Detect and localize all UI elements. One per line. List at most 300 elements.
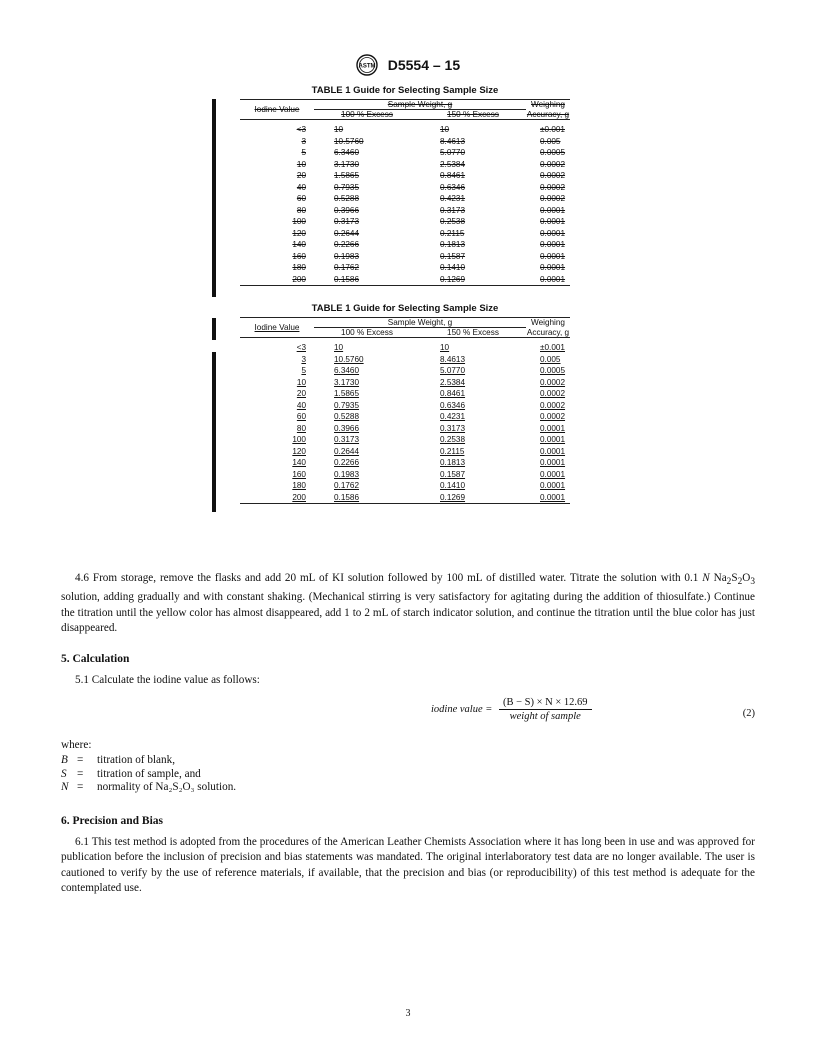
table-cell (420, 193, 526, 205)
table-cell (314, 239, 420, 251)
table-cell (314, 159, 420, 171)
paragraph-5-1: 5.1 Calculate the iodine value as follows: (75, 674, 260, 687)
cell-weighing-accuracy: 0.0002 (540, 171, 566, 181)
table-cell (314, 251, 420, 263)
table-cell (526, 400, 570, 412)
table-cell (314, 423, 420, 435)
table-old-body (240, 124, 570, 285)
table-row (240, 388, 570, 400)
cell-weighing-accuracy: 0.005 (540, 136, 561, 146)
table-cell (420, 411, 526, 423)
table-cell (420, 469, 526, 481)
cell-iodine-value: 40 (296, 400, 306, 410)
cell-weighing-accuracy: 0.0002 (540, 159, 566, 169)
table-cell (420, 342, 526, 354)
table-cell (314, 182, 420, 194)
definition-equals: = (77, 754, 84, 766)
cell-150-excess: 0.1813 (440, 240, 466, 250)
table-cell (314, 147, 420, 159)
table-cell (526, 239, 570, 251)
table-cell (420, 136, 526, 148)
cell-iodine-value: 160 (292, 469, 306, 479)
cell-100-excess: 0.2644 (334, 228, 360, 238)
table-cell (526, 446, 570, 458)
col-header-sample-weight: Sample Weight, g (314, 100, 526, 110)
cell-150-excess: 0.2538 (440, 217, 466, 227)
table-row (240, 354, 570, 366)
cell-weighing-accuracy: 0.0002 (540, 182, 566, 192)
table-row (240, 400, 570, 412)
svg-text:ASTM: ASTM (358, 63, 376, 70)
cell-100-excess: 10.5760 (334, 354, 364, 364)
table-cell (526, 228, 570, 240)
table-row (240, 159, 570, 171)
normality-symbol: N (702, 572, 710, 584)
table-cell (314, 124, 420, 136)
cell-iodine-value: 10 (296, 159, 306, 169)
table-cell (314, 354, 420, 366)
astm-logo-icon (356, 54, 378, 76)
cell-100-excess: 0.3173 (334, 435, 360, 445)
cell-weighing-accuracy: 0.0001 (540, 446, 566, 456)
cell-weighing-accuracy: 0.0001 (540, 481, 566, 491)
cell-150-excess: 10 (440, 125, 450, 135)
table-row (240, 365, 570, 377)
table-row (240, 251, 570, 263)
cell-100-excess: 0.2266 (334, 240, 360, 250)
col-header-accuracy: Accuracy, g (526, 327, 570, 337)
equation-2 (61, 697, 755, 733)
table-row (240, 423, 570, 435)
cell-100-excess: 0.5288 (334, 412, 360, 422)
table-cell (526, 251, 570, 263)
document-code: D5554 – 15 (387, 57, 461, 73)
table-cell (420, 147, 526, 159)
table-cell (314, 400, 420, 412)
cell-100-excess: 1.5865 (334, 389, 360, 399)
definitions-list (61, 754, 236, 795)
cell-weighing-accuracy: 0.0001 (540, 458, 566, 468)
cell-iodine-value: <3 (296, 125, 306, 135)
table-cell (240, 136, 314, 148)
table-new-body (240, 342, 570, 503)
table-cell (240, 124, 314, 136)
cell-150-excess: 0.8461 (440, 389, 466, 399)
cell-150-excess: 0.4231 (440, 412, 466, 422)
table-cell (420, 423, 526, 435)
cell-iodine-value: 100 (292, 435, 306, 445)
table-cell (314, 457, 420, 469)
paragraph-text: 4.6 From storage, remove the flasks and add 20 mL of KI solution followed by 100 mL of distilled water. Titrate the solution with 0.1 (75, 572, 703, 584)
cell-iodine-value: 3 (301, 136, 306, 146)
cell-iodine-value: 20 (296, 389, 306, 399)
cell-iodine-value: 80 (296, 205, 306, 215)
table-cell (420, 274, 526, 286)
cell-100-excess: 10.5760 (334, 136, 364, 146)
table-cell (314, 136, 420, 148)
cell-weighing-accuracy: 0.0005 (540, 366, 566, 376)
cell-100-excess: 10 (334, 125, 344, 135)
table-cell (240, 423, 314, 435)
cell-iodine-value: 200 (292, 492, 306, 502)
table-title: TABLE 1 Guide for Selecting Sample Size (311, 303, 499, 314)
definition-text: normality of Na₂S₂O₃ solution. (97, 781, 237, 793)
table-row (240, 170, 570, 182)
section-heading: 6. Precision and Bias (61, 815, 164, 827)
table-row (240, 457, 570, 469)
cell-weighing-accuracy: 0.0002 (540, 389, 566, 399)
table-cell (240, 274, 314, 286)
col-header-iodine: Iodine Value (240, 318, 314, 338)
table-row (240, 377, 570, 389)
table-cell (240, 251, 314, 263)
cell-100-excess: 1.5865 (334, 171, 360, 181)
table-cell (240, 193, 314, 205)
cell-weighing-accuracy: 0.005 (540, 354, 561, 364)
cell-iodine-value: <3 (296, 343, 306, 353)
subscript: 2 (737, 577, 743, 588)
cell-iodine-value: 180 (292, 481, 306, 491)
cell-150-excess: 0.8461 (440, 171, 466, 181)
cell-100-excess: 0.5288 (334, 194, 360, 204)
table-row (240, 124, 570, 136)
table-cell (420, 182, 526, 194)
table-cell (526, 170, 570, 182)
table-cell (526, 377, 570, 389)
cell-100-excess: 0.3966 (334, 423, 360, 433)
table-cell (526, 365, 570, 377)
table-cell (240, 480, 314, 492)
formula-part: Na (709, 572, 727, 584)
cell-150-excess: 0.6346 (440, 182, 466, 192)
cell-weighing-accuracy: 0.0001 (540, 251, 566, 261)
table-cell (526, 193, 570, 205)
cell-150-excess: 5.0770 (440, 148, 466, 158)
table-cell (240, 354, 314, 366)
definition-symbol: B (61, 754, 68, 766)
table-cell (526, 388, 570, 400)
change-bar (212, 318, 216, 340)
table-row (240, 274, 570, 286)
col-header-150: 150 % Excess (447, 110, 499, 119)
cell-iodine-value: 140 (292, 458, 306, 468)
cell-100-excess: 3.1730 (334, 377, 360, 387)
table-cell (420, 365, 526, 377)
cell-iodine-value: 140 (292, 240, 306, 250)
table-row (240, 216, 570, 228)
table-cell (314, 205, 420, 217)
table-row (240, 147, 570, 159)
cell-weighing-accuracy: 0.0002 (540, 412, 566, 422)
cell-weighing-accuracy: 0.0002 (540, 400, 566, 410)
table-cell (420, 446, 526, 458)
cell-iodine-value: 5 (301, 366, 306, 376)
cell-150-excess: 2.5384 (440, 159, 466, 169)
table-cell (420, 205, 526, 217)
cell-150-excess: 0.2115 (440, 228, 465, 238)
cell-150-excess: 0.2538 (440, 435, 466, 445)
table-cell (526, 423, 570, 435)
col-header-accuracy: Accuracy, g (526, 109, 570, 119)
section-5 (61, 652, 755, 688)
table-cell (314, 411, 420, 423)
change-bar (212, 99, 216, 297)
table-cell (314, 365, 420, 377)
table-row (240, 136, 570, 148)
cell-100-excess: 0.1586 (334, 492, 360, 502)
table-cell (526, 492, 570, 504)
table-cell (526, 434, 570, 446)
cell-150-excess: 0.1410 (440, 263, 466, 273)
formula (431, 697, 592, 722)
table-cell (420, 239, 526, 251)
cell-100-excess: 0.7935 (334, 182, 360, 192)
table-cell (314, 377, 420, 389)
table-cell (314, 170, 420, 182)
cell-150-excess: 0.1587 (440, 469, 466, 479)
cell-weighing-accuracy: 0.0001 (540, 217, 566, 227)
formula-part: O (742, 572, 751, 584)
cell-100-excess: 0.1983 (334, 469, 360, 479)
table-cell (314, 228, 420, 240)
table-cell (314, 262, 420, 274)
col-header-iodine: Iodine Value (240, 100, 314, 120)
table-cell (526, 274, 570, 286)
table-cell (314, 388, 420, 400)
table-cell (526, 354, 570, 366)
table-cell (420, 159, 526, 171)
table-cell (240, 446, 314, 458)
cell-150-excess: 2.5384 (440, 377, 466, 387)
table-cell (240, 457, 314, 469)
col-header-100: 100 % Excess (341, 110, 393, 119)
table-cell (240, 147, 314, 159)
where-text: where: (61, 739, 92, 751)
table-cell (420, 400, 526, 412)
cell-iodine-value: 20 (296, 171, 306, 181)
col-header-150: 150 % Excess (447, 328, 499, 337)
paragraph-text: solution, adding gradually and with constant shaking. (Mechanical stirring is very satisfactory for agitating during the addition of thiosulfate.) Continue the titration until the yellow color has almost disappeared, add 1 to 2 mL of starch indicator solution, and continue the titration until the blue color has just disappeared. (61, 591, 755, 634)
table-cell (240, 239, 314, 251)
definition-text: titration of sample, and (97, 767, 201, 780)
cell-weighing-accuracy: 0.0005 (540, 148, 566, 158)
table-row (240, 434, 570, 446)
subscript: 2 (726, 577, 732, 588)
formula-part: S (731, 572, 738, 584)
definition-row (61, 768, 236, 782)
definition-row (61, 781, 236, 795)
table-cell (240, 262, 314, 274)
table-new-grid (240, 317, 570, 503)
table-row (240, 469, 570, 481)
table-cell (240, 342, 314, 354)
formula-denominator: weight of sample (509, 711, 581, 722)
cell-150-excess: 0.4231 (440, 194, 466, 204)
cell-150-excess: 0.3173 (440, 423, 466, 433)
paragraph-6-1: 6.1 This test method is adopted from the procedures of the American Leather Chemists Association where it has long been in use and was approved for publication before the inclusion of precision and bias statements was mandated. The original interlaboratory test data are no longer available. The user is cautioned to verify by the use of reference materials, if available, that the precision and bias (or reproducibility) of this test method is adequate for the contemplated use. (61, 836, 755, 894)
cell-100-excess: 0.2644 (334, 446, 360, 456)
cell-weighing-accuracy: 0.0001 (540, 492, 566, 502)
table-cell (240, 216, 314, 228)
table-cell (240, 182, 314, 194)
table-cell (240, 388, 314, 400)
formula-numerator: (B − S) × N × 12.69 (499, 697, 592, 710)
section-6 (61, 814, 755, 896)
table-cell (240, 411, 314, 423)
table-cell (420, 434, 526, 446)
table-bottom-rule (240, 285, 570, 286)
table-cell (314, 446, 420, 458)
cell-iodine-value: 180 (292, 263, 306, 273)
definition-equals: = (77, 781, 84, 793)
table-cell (314, 216, 420, 228)
cell-iodine-value: 40 (296, 182, 306, 192)
cell-100-excess: 0.1762 (334, 263, 360, 273)
table-row (240, 411, 570, 423)
table-cell (314, 274, 420, 286)
table-cell (240, 469, 314, 481)
table-row (240, 182, 570, 194)
equation-number: (2) (742, 708, 755, 719)
table-cell (314, 480, 420, 492)
cell-weighing-accuracy: 0.0002 (540, 194, 566, 204)
table-cell (240, 365, 314, 377)
cell-weighing-accuracy: 0.0001 (540, 423, 566, 433)
definition-symbol: N (61, 781, 69, 793)
table-cell (314, 342, 420, 354)
cell-150-excess: 0.3173 (440, 205, 466, 215)
table-cell (420, 480, 526, 492)
col-header-sample-weight: Sample Weight, g (314, 318, 526, 328)
cell-150-excess: 0.1269 (440, 492, 466, 502)
cell-100-excess: 6.3460 (334, 366, 360, 376)
cell-iodine-value: 60 (296, 194, 306, 204)
table-cell (526, 480, 570, 492)
cell-iodine-value: 120 (292, 446, 306, 456)
table-row (240, 205, 570, 217)
table-cell (526, 342, 570, 354)
cell-100-excess: 0.1983 (334, 251, 360, 261)
cell-weighing-accuracy: 0.0001 (540, 205, 566, 215)
cell-iodine-value: 5 (301, 148, 306, 158)
subscript: 3 (750, 577, 756, 588)
table-new (240, 303, 570, 504)
formula-lhs: iodine value = (431, 703, 493, 715)
document-header (0, 54, 816, 76)
change-bar (212, 352, 216, 512)
cell-100-excess: 0.1586 (334, 274, 360, 284)
definition-text: titration of blank, (97, 754, 175, 766)
cell-150-excess: 10 (440, 343, 450, 353)
table-cell (420, 388, 526, 400)
table-row (240, 446, 570, 458)
table-cell (420, 377, 526, 389)
table-cell (526, 205, 570, 217)
cell-iodine-value: 80 (296, 423, 306, 433)
table-cell (240, 377, 314, 389)
cell-iodine-value: 60 (296, 412, 306, 422)
cell-100-excess: 0.3173 (334, 217, 360, 227)
cell-150-excess: 0.6346 (440, 400, 466, 410)
cell-100-excess: 3.1730 (334, 159, 360, 169)
table-cell (420, 170, 526, 182)
col-header-weighing: Weighing (526, 100, 570, 110)
cell-iodine-value: 3 (301, 354, 306, 364)
cell-iodine-value: 100 (292, 217, 306, 227)
table-cell (420, 457, 526, 469)
table-old (240, 85, 570, 286)
definition-equals: = (77, 767, 84, 780)
table-row (240, 492, 570, 504)
table-row (240, 480, 570, 492)
cell-iodine-value: 10 (296, 377, 306, 387)
cell-iodine-value: 200 (292, 274, 306, 284)
where-label (61, 738, 755, 753)
cell-100-excess: 6.3460 (334, 148, 360, 158)
cell-weighing-accuracy: 0.0001 (540, 263, 566, 273)
section-heading: 5. Calculation (61, 653, 130, 665)
table-cell (420, 216, 526, 228)
cell-iodine-value: 160 (292, 251, 306, 261)
table-cell (420, 492, 526, 504)
table-cell (526, 136, 570, 148)
table-cell (420, 228, 526, 240)
table-cell (526, 159, 570, 171)
col-header-100: 100 % Excess (341, 328, 393, 337)
paragraph-4-6 (61, 571, 755, 636)
cell-150-excess: 0.2115 (440, 446, 465, 456)
cell-iodine-value: 120 (292, 228, 306, 238)
cell-100-excess: 0.1762 (334, 481, 360, 491)
table-cell (240, 492, 314, 504)
cell-weighing-accuracy: 0.0001 (540, 240, 566, 250)
table-row (240, 262, 570, 274)
table-cell (526, 469, 570, 481)
table-bottom-rule (240, 503, 570, 504)
table-title: TABLE 1 Guide for Selecting Sample Size (311, 85, 499, 96)
table-cell (420, 354, 526, 366)
table-cell (526, 216, 570, 228)
table-cell (240, 159, 314, 171)
table-cell (526, 182, 570, 194)
table-cell (314, 193, 420, 205)
cell-100-excess: 0.7935 (334, 400, 360, 410)
cell-100-excess: 0.3966 (334, 205, 360, 215)
table-row (240, 239, 570, 251)
table-cell (526, 124, 570, 136)
table-cell (240, 228, 314, 240)
cell-weighing-accuracy: 0.0001 (540, 469, 566, 479)
cell-weighing-accuracy: 0.0001 (540, 228, 566, 238)
cell-150-excess: 8.4613 (440, 354, 466, 364)
table-cell (420, 251, 526, 263)
table-cell (526, 147, 570, 159)
table-old-grid (240, 99, 570, 285)
cell-100-excess: 10 (334, 343, 344, 353)
cell-weighing-accuracy: 0.0001 (540, 435, 566, 445)
table-row (240, 342, 570, 354)
table-cell (526, 457, 570, 469)
formula-fraction (499, 697, 592, 722)
table-cell (314, 492, 420, 504)
page-number: 3 (405, 1008, 411, 1019)
table-row (240, 228, 570, 240)
cell-weighing-accuracy: ±0.001 (540, 343, 565, 353)
table-cell (240, 400, 314, 412)
table-cell (240, 170, 314, 182)
cell-weighing-accuracy: ±0.001 (540, 125, 565, 135)
cell-150-excess: 0.1813 (440, 458, 466, 468)
